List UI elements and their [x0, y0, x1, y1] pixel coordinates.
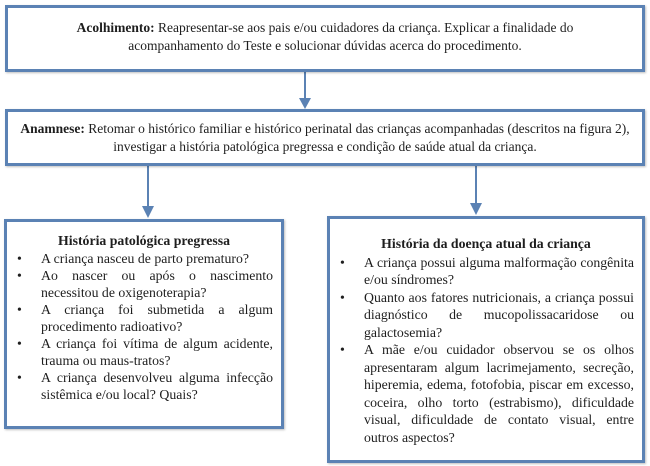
- list-item: • A criança foi vítima de algum acidente, trauma ou maus-tratos?: [41, 335, 273, 369]
- historia-doenca-atual-box: [327, 216, 645, 463]
- anamnese-box: [5, 109, 645, 166]
- arrow-acolhimento-to-anamnese: [299, 72, 311, 109]
- historia-patologica-box: [4, 219, 284, 429]
- list-item: • A criança foi submetida a algum procedimento radioativo?: [41, 301, 273, 335]
- list-item: • A criança possui alguma malformação congênita e/ou síndromes?: [364, 254, 634, 289]
- acolhimento-box: [5, 5, 645, 72]
- anamnese-text: Retomar o histórico familiar e histórico perinatal das crianças acompanhadas (descritos na figura 2), investigar a história patológica pregressa e condição de saúde atual da criança.: [84, 121, 630, 154]
- list-item: • A mãe e/ou cuidador observou se os olhos apresentaram algum lacrimejamento, secreção, hiperemia, edema, fotofobia, piscar em excesso, coceira, olho torto (estrabismo), dificuldade visual, dificuldade de contato visual, entre outros aspectos?: [364, 341, 634, 446]
- historia-doenca-atual-list: [338, 254, 634, 447]
- acolhimento-text: Reapresentar-se aos pais e/ou cuidadores da criança. Explicar a finalidade do acompanhamento do Teste e solucionar dúvidas acerca do procedimento.: [128, 20, 574, 53]
- arrow-anamnese-to-doenca-atual: [470, 166, 482, 215]
- list-item: • A criança desenvolveu alguma infecção sistêmica e/ou local? Quais?: [41, 369, 273, 403]
- acolhimento-label: Acolhimento:: [76, 20, 155, 35]
- anamnese-label: Anamnese:: [20, 121, 85, 136]
- arrow-anamnese-to-patologica: [142, 166, 154, 218]
- historia-patologica-list: [15, 250, 273, 403]
- list-item: • Quanto aos fatores nutricionais, a criança possui diagnóstico de mucopolissacaridose ou galactosemia?: [364, 289, 634, 342]
- list-item: • Ao nascer ou após o nascimento necessitou de oxigenoterapia?: [41, 267, 273, 301]
- historia-patologica-title: História patológica pregressa: [58, 233, 230, 248]
- historia-doenca-atual-title: História da doença atual da criança: [381, 236, 591, 251]
- list-item: • A criança nasceu de parto prematuro?: [41, 250, 273, 267]
